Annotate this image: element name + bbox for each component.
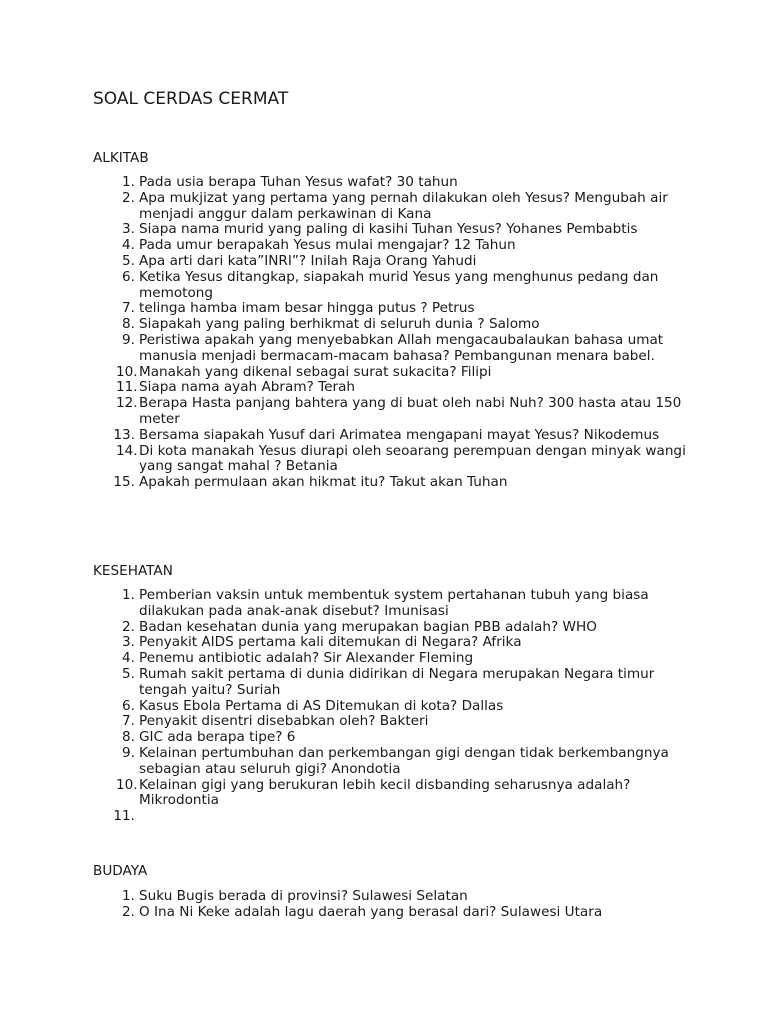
list-item [93,428,693,444]
list-item [93,699,693,715]
list-item [93,620,693,636]
list-item [93,175,693,191]
item-number: 13. [113,426,135,443]
item-text: Apa arti dari kata”INRI”? Inilah Raja Orang Yahudi [139,252,477,269]
item-number: 9. [122,331,135,348]
list-item [93,380,693,396]
item-number: 4. [122,650,135,667]
list-item [93,317,693,333]
item-text: Apa mukjizat yang pertama yang pernah dilakukan oleh Yesus? Mengubah air menjadi anggur dalam perkawinan di Kana [139,189,668,222]
section-heading-alkitab: ALKITAB [93,150,149,166]
list-item [93,270,693,302]
item-text: Siapa nama murid yang paling di kasihi Tuhan Yesus? Yohanes Pembabtis [139,221,638,238]
item-text: Penyakit AIDS pertama kali ditemukan di Negara? Afrika [139,634,522,651]
item-number: 15. [113,474,135,491]
list-item [93,889,693,905]
item-text: Pemberian vaksin untuk membentuk system pertahanan tubuh yang biasa dilakukan pada anak-anak disebut? Imunisasi [139,587,649,619]
item-number: 7. [122,300,135,317]
item-number: 5. [122,252,135,269]
item-text: Ketika Yesus ditangkap, siapakah murid Yesus yang menghunus pedang dan memotong [139,268,659,301]
item-text: Pada umur berapakah Yesus mulai mengajar? 12 Tahun [139,237,516,254]
list-item [93,238,693,254]
list-item [93,809,693,825]
list-item [93,333,693,365]
item-number: 14. [116,442,138,459]
item-number: 9. [122,744,135,761]
list-item [93,475,693,491]
item-number: 8. [122,316,135,333]
item-number: 3. [122,634,135,651]
item-number: 2. [122,903,135,920]
list-item [93,778,693,810]
item-text: Pada usia berapa Tuhan Yesus wafat? 30 tahun [139,174,458,190]
item-text: Manakah yang dikenal sebagai surat sukacita? Filipi [139,363,492,380]
list-item [93,365,693,381]
item-text: Kasus Ebola Pertama di AS Ditemukan di kota? Dallas [139,697,504,714]
item-number: 4. [122,237,135,254]
item-text: Suku Bugis berada di provinsi? Sulawesi Selatan [139,888,468,904]
item-text: Bersama siapakah Yusuf dari Arimatea mengapani mayat Yesus? Nikodemus [139,426,660,443]
list-item [93,667,693,699]
item-text: GIC ada berapa tipe? 6 [139,729,296,746]
list-item [93,396,693,428]
document-title: SOAL CERDAS CERMAT [93,89,289,109]
list-item [93,254,693,270]
item-number: 12. [116,395,138,412]
list-item [93,746,693,778]
item-number: 1. [122,888,135,904]
question-list-alkitab [93,175,693,491]
item-text: telinga hamba imam besar hingga putus ? Petrus [139,300,475,317]
list-item [93,444,693,476]
item-text: Kelainan pertumbuhan dan perkembangan gigi dengan tidak berkembangnya sebagian atau seluruh gigi? Anondotia [139,744,669,777]
item-number: 3. [122,221,135,238]
item-number: 11. [113,808,135,825]
item-text: Apakah permulaan akan hikmat itu? Takut akan Tuhan [139,474,508,491]
section-heading-budaya: BUDAYA [93,863,148,879]
item-text: Peristiwa apakah yang menyebabkan Allah mengacaubalaukan bahasa umat manusia menjadi bermacam-macam bahasa? Pembangunan menara babel. [139,331,664,364]
list-item [93,191,693,223]
item-text: O Ina Ni Keke adalah lagu daerah yang berasal dari? Sulawesi Utara [139,903,603,920]
item-text: Berapa Hasta panjang bahtera yang di buat oleh nabi Nuh? 300 hasta atau 150 meter [139,395,682,427]
list-item [93,588,693,620]
item-number: 5. [122,665,135,682]
item-text [139,809,693,825]
item-number: 2. [122,618,135,635]
question-list-kesehatan [93,588,693,825]
list-item [93,635,693,651]
section-heading-kesehatan: KESEHATAN [93,563,173,579]
list-item [93,905,693,921]
item-text: Penemu antibiotic adalah? Sir Alexander Fleming [139,650,474,667]
item-number: 6. [122,268,135,285]
item-text: Di kota manakah Yesus diurapi oleh seoarang perempuan dengan minyak wangi yang sangat mahal ? Betania [139,442,686,475]
list-item [93,222,693,238]
item-text: Penyakit disentri disebabkan oleh? Bakteri [139,713,429,730]
item-text: Rumah sakit pertama di dunia didirikan di Negara merupakan Negara timur tengah yaitu? Suriah [139,665,655,698]
item-number: 10. [116,776,138,793]
item-number: 11. [116,379,138,396]
list-item [93,651,693,667]
list-item [93,730,693,746]
list-item [93,714,693,730]
item-number: 6. [122,697,135,714]
item-text: Kelainan gigi yang berukuran lebih kecil disbanding seharusnya adalah? Mikrodontia [139,776,631,809]
item-number: 8. [122,729,135,746]
item-number: 1. [122,587,135,603]
question-list-budaya [93,889,693,921]
item-text: Siapa nama ayah Abram? Terah [139,379,356,396]
item-number: 1. [122,174,135,190]
item-number: 2. [122,189,135,206]
item-text: Badan kesehatan dunia yang merupakan bagian PBB adalah? WHO [139,618,597,635]
item-number: 7. [122,713,135,730]
list-item [93,301,693,317]
item-text: Siapakah yang paling berhikmat di seluruh dunia ? Salomo [139,316,540,333]
item-number: 10. [116,363,138,380]
